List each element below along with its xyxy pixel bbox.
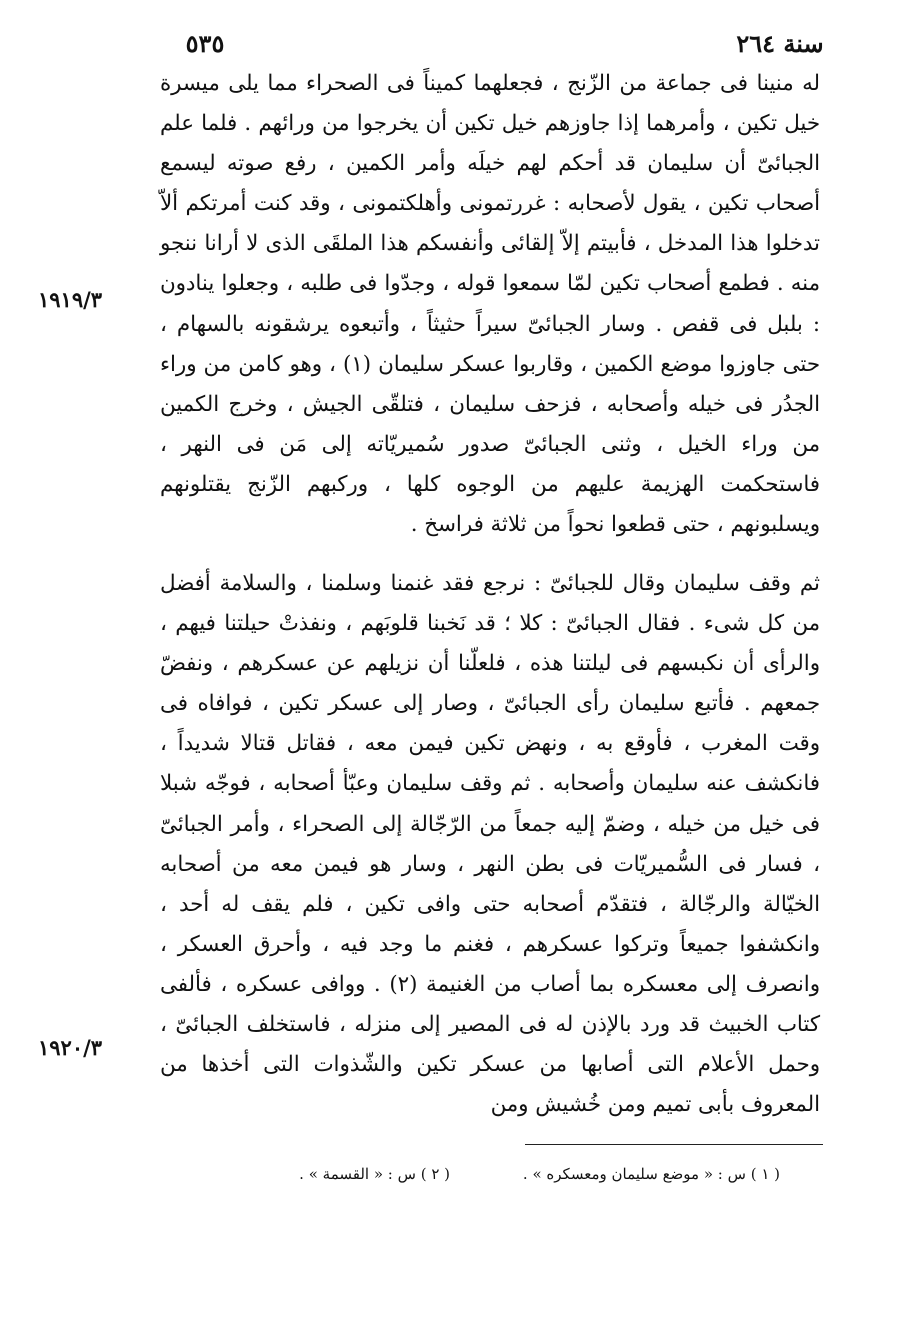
page-number: ٥٣٥ (185, 29, 225, 58)
running-header-year: سنة ٢٦٤ (736, 29, 824, 58)
footnotes (200, 1158, 780, 1190)
margin-reference-1: ١٩١٩/٣ (38, 287, 103, 312)
footnote-1: ( ١ ) س : « موضع سليمان ومعسكره » . (522, 1165, 780, 1183)
footnote-2: ( ٢ ) س : « القسمة » . (299, 1165, 450, 1183)
margin-reference-2: ١٩٢٠/٣ (38, 1035, 103, 1060)
body-paragraph-1: له منينا فى جماعة من الزّنج ، فجعلهما كميناً فى الصحراء مما يلى ميسرة خيل تكين ، وأمرهما إذا جاوزهم خيل تكين أن يخرجوا من ورائهم . فلما علم الجبائىّ أن سليمان قد أحكم لهم خيلَه وأمر الكمين ، رفع صوته ليسمع أصحاب تكين ، يقول لأصحابه : غررتمونى وأهلكتمونى ، وقد كنت أمرتكم ألاّ تدخلوا هذا المدخل ، فأبيتم إلاّ إلقائى وأنفسكم هذا الملقَى الذى لا أرانا ننجو منه . فطمع أصحاب تكين لمّا سمعوا قوله ، وجدّوا فى طلبه ، وجعلوا ينادون : بلبل فى قفص . وسار الجبائىّ سيراً حثيثاً ، وأتبعوه يرشقونه بالسهام ، حتى جاوزوا موضع الكمين ، وقاربوا عسكر سليمان (١) ، وهو كامن من وراء الجدُر فى خيله وأصحابه ، فزحف سليمان ، فتلقّى الجيش ، وخرج الكمين من وراء الخيل ، وثنى الجبائىّ صدور سُميريّاته إلى مَن فى النهر ، فاستحكمت الهزيمة عليهم من الوجوه كلها ، وركبهم الزّنج يقتلونهم ويسلبونهم ، حتى قطعوا نحواً من ثلاثة فراسخ . (160, 71, 820, 538)
footnote-divider (525, 1144, 823, 1145)
body-paragraph-2: ثم وقف سليمان وقال للجبائىّ : نرجع فقد غنمنا وسلمنا ، والسلامة أفضل من كل شىء . فقال الجبائىّ : كلا ؛ قد نَخبنا قلوبَهم ، ونفذتْ حيلتنا فيهم ، والرأى أن نكبسهم فى ليلتنا هذه ، فلعلّنا أن نزيلهم عن عسكرهم ، ونفضّ جمعهم . فأتبع سليمان رأى الجبائىّ ، وصار إلى عسكر تكين ، فوافاه فى وقت المغرب ، فأوقع به ، ونهض تكين فيمن معه ، فقاتل قتالا شديداً ، فانكشف عنه سليمان وأصحابه . ثم وقف سليمان وعبّأ أصحابه ، فوجّه شبلا فى خيل من خيله ، وضمّ إليه جمعاً من الرّجّالة إلى الصحراء ، وأمر الجبائىّ ، فسار فى السُّميريّات فى بطن النهر ، وسار هو فيمن معه من أصحابه الخيّالة والرجّالة ، فتقدّم أصحابه حتى وافى تكين ، فلم يقف له أحد ، وانكشفوا جميعاً وتركوا عسكرهم ، فغنم ما وجد فيه ، وأحرق العسكر ، وانصرف إلى معسكره بما أصاب من الغنيمة (٢) . ووافى عسكره ، فألفى كتاب الخبيث قد ورد بالإذن له فى المصير إلى منزله ، فاستخلف الجبائىّ ، وحمل الأعلام التى أصابها من عسكر تكين والشّذوات التى أخذها من المعروف بأبى تميم ومن خُشيش ومن (160, 571, 821, 1118)
